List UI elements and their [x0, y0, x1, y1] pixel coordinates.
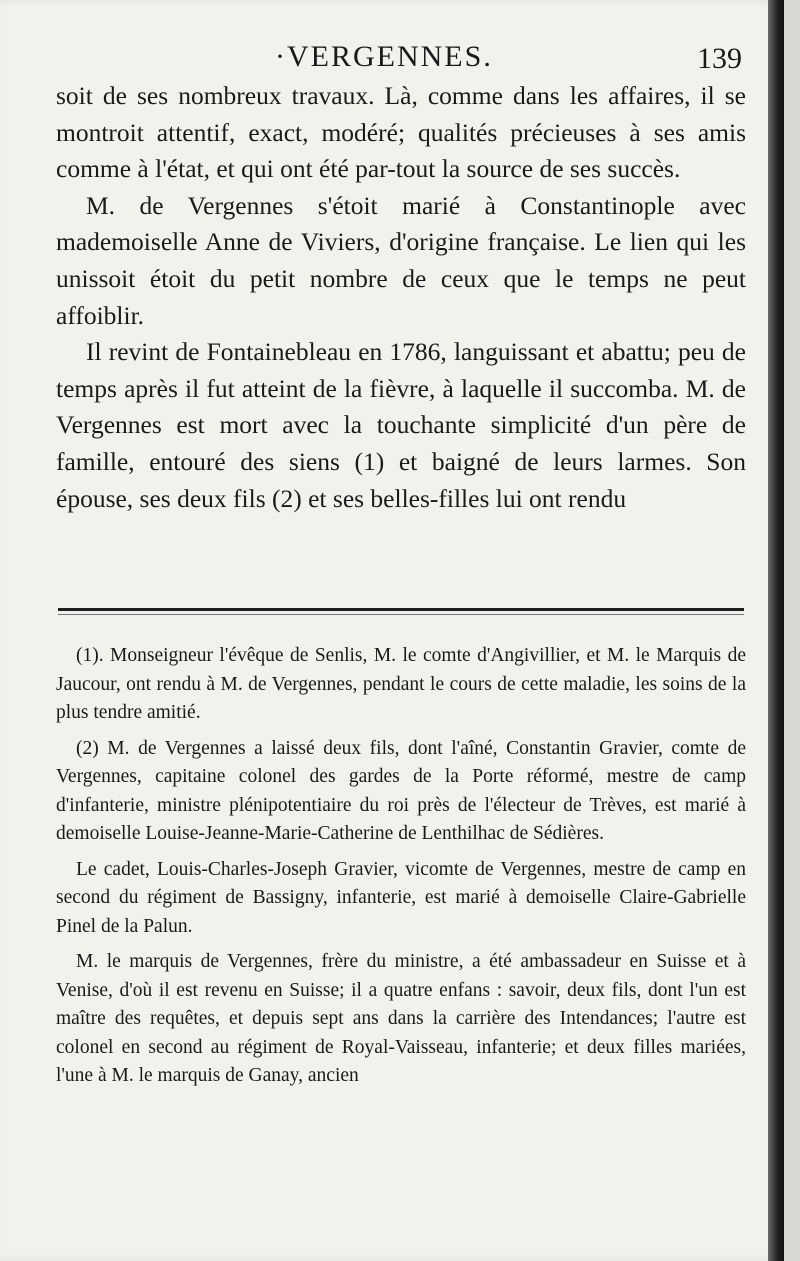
paragraph-continued: soit de ses nombreux travaux. Là, comme dans les affaires, il se montroit attentif, exact, modéré; qualités précieuses à ses amis comme à l'état, et qui ont été par-tout la source de ses succès. [56, 81, 746, 184]
page-header [0, 40, 784, 80]
footnote-1: (1). Monseigneur l'évêque de Senlis, M. le comte d'Angivillier, et M. le Marquis de Jaucour, ont rendu à M. de Vergennes, pendant le cours de cette maladie, les soins de la plus tendre amitié. [56, 645, 746, 723]
footnote-2-marquis: M. le marquis de Vergennes, frère du ministre, a été ambassadeur en Suisse et à Venise, d'où il est revenu en Suisse; il a quatre enfans : savoir, deux fils, dont l'un est maître des requêtes, et depuis sept ans dans la carrière des Intendances; l'autre est colonel en second au régiment de Royal-Vaisseau, infanterie; et deux filles mariées, l'une à M. le marquis de Ganay, ancien [56, 951, 746, 1086]
main-text [56, 78, 746, 517]
footnotes [56, 642, 746, 1098]
page-number: 139 [697, 42, 742, 75]
page-edge-shadow [768, 0, 784, 1261]
footnote-separator-thin [58, 614, 744, 615]
footnote-2: (2) M. de Vergennes a laissé deux fils, dont l'aîné, Constantin Gravier, comte de Vergennes, capitaine colonel des gardes de la Porte réformé, mestre de camp d'infanterie, ministre plénipotentiaire du roi près de l'électeur de Trèves, est marié à demoiselle Louise-Jeanne-Marie-Catherine de Lenthilhac de Sédières. [56, 737, 746, 844]
running-head: ·VERGENNES. [275, 40, 493, 73]
paragraph-death: Il revint de Fontainebleau en 1786, languissant et abattu; peu de temps après il fut atteint de la fièvre, à laquelle il succomba. M. de Vergennes est mort avec la touchante simplicité d'un père de famille, entouré des siens (1) et baigné de leurs larmes. Son épouse, ses deux fils (2) et ses belles-filles lui ont rendu [56, 337, 746, 513]
footnote-separator [58, 608, 744, 611]
footnote-2-cadet: Le cadet, Louis-Charles-Joseph Gravier, vicomte de Vergennes, mestre de camp en second du régiment de Bassigny, infanterie, est marié à demoiselle Claire-Gabrielle Pinel de la Palun. [56, 858, 746, 937]
paragraph-marriage: M. de Vergennes s'étoit marié à Constantinople avec mademoiselle Anne de Viviers, d'origine française. Le lien qui les unissoit étoit du petit nombre de ceux que le temps ne peut affoiblir. [56, 190, 746, 330]
